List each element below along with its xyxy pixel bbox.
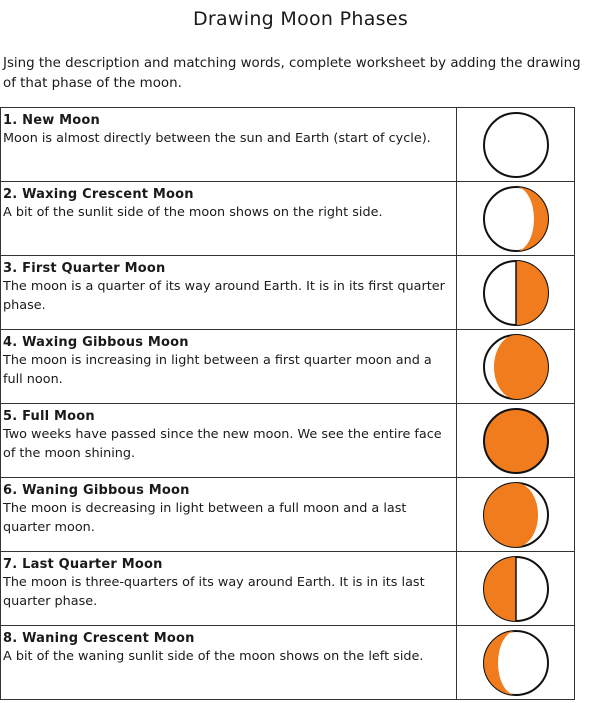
phase-description: The moon is three-quarters of its way around Earth. It is in its last quarter phase. [3,575,425,609]
waning-gibbous-icon [481,480,551,550]
phase-description: The moon is decreasing in light between a full moon and a last quarter moon. [3,501,407,535]
phase-name: 5. Full Moon [3,409,95,424]
table-row [1,626,575,700]
phase-description-cell [1,552,457,626]
phase-description-cell [1,478,457,552]
phase-drawing-cell [457,256,575,330]
waning-crescent-icon [481,628,551,698]
table-row [1,256,575,330]
phase-description: A bit of the waning sunlit side of the moon shows on the left side. [3,649,424,664]
phase-name: 3. First Quarter Moon [3,261,166,276]
phase-name: 1. New Moon [3,113,100,128]
phase-drawing-cell [457,552,575,626]
new-moon-icon [481,110,551,180]
page-title: Drawing Moon Phases [192,8,409,30]
phase-drawing-cell [457,404,575,478]
full-moon-icon [481,406,551,476]
phase-description: Moon is almost directly between the sun and Earth (start of cycle). [3,131,431,146]
phase-name: 2. Waxing Crescent Moon [3,187,194,202]
table-row [1,552,575,626]
waxing-crescent-icon [481,184,551,254]
phase-description-cell [1,256,457,330]
phase-description-cell [1,330,457,404]
instructions: Jsing the description and matching words, complete worksheet by adding the drawing of that phase of the moon. [3,56,581,91]
phase-drawing-cell [457,626,575,700]
phase-description: The moon is increasing in light between a first quarter moon and a full noon. [3,353,432,387]
phase-drawing-cell [457,478,575,552]
phase-description-cell [1,182,457,256]
phase-description-cell [1,404,457,478]
phase-drawing-cell [457,108,575,182]
phase-description: A bit of the sunlit side of the moon shows on the right side. [3,205,383,220]
table-row [1,108,575,182]
phase-name: 8. Waning Crescent Moon [3,631,195,646]
phase-drawing-cell [457,182,575,256]
last-quarter-icon [481,554,551,624]
table-row [1,330,575,404]
phase-name: 7. Last Quarter Moon [3,557,163,572]
phase-description-cell [1,108,457,182]
table-row [1,182,575,256]
phase-description: Two weeks have passed since the new moon. We see the entire face of the moon shining. [3,427,442,461]
phase-drawing-cell [457,330,575,404]
phase-name: 6. Waning Gibbous Moon [3,483,190,498]
phase-description-cell [1,626,457,700]
phase-name: 4. Waxing Gibbous Moon [3,335,189,350]
moon-phase-table [0,107,575,700]
waxing-gibbous-icon [481,332,551,402]
table-row [1,404,575,478]
phase-description: The moon is a quarter of its way around Earth. It is in its first quarter phase. [3,279,445,313]
table-row [1,478,575,552]
first-quarter-icon [481,258,551,328]
